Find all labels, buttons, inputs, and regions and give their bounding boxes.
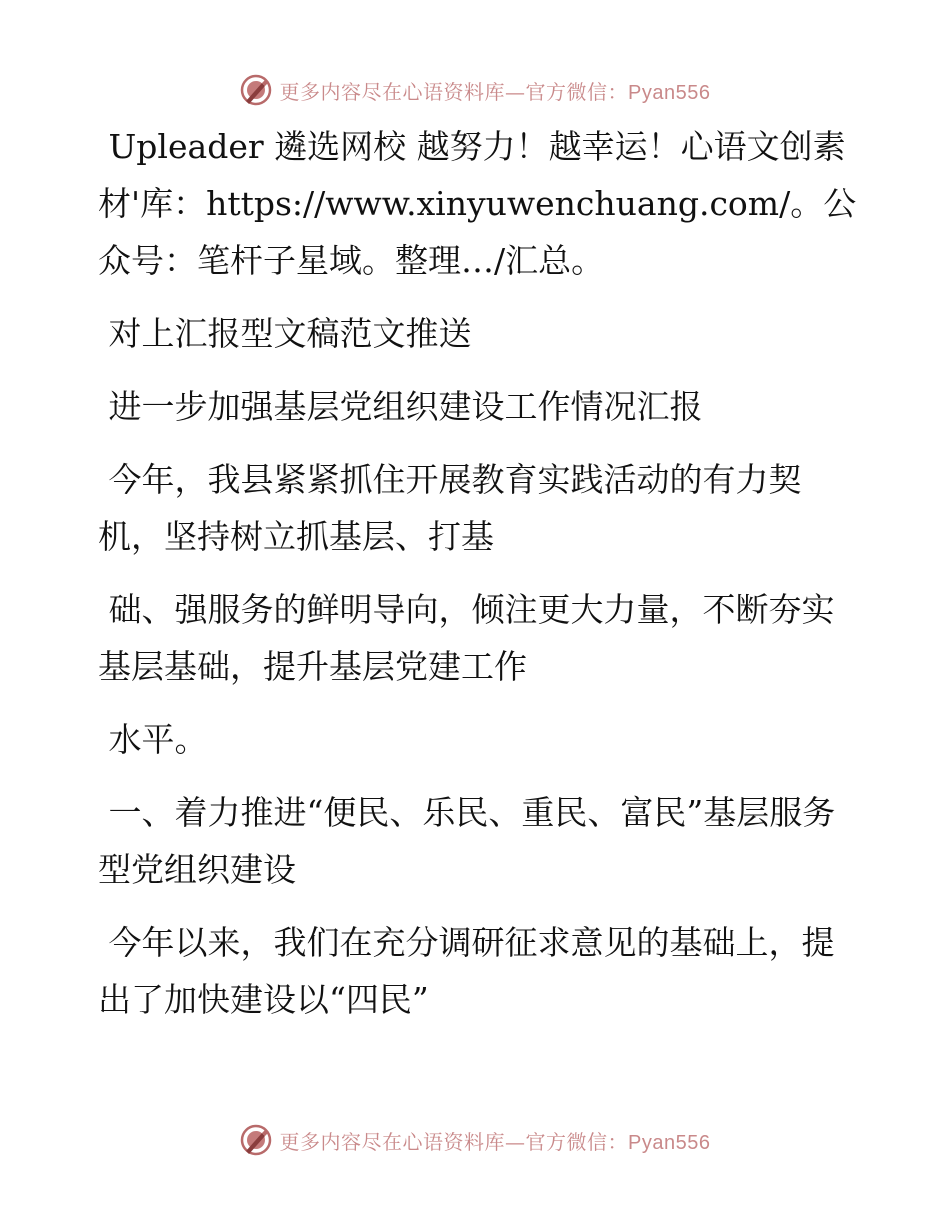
watermark-prefix: 更多内容尽在心语资料库 bbox=[279, 79, 506, 104]
watermark-text bbox=[280, 1126, 711, 1155]
paragraph-section-heading: 一、着力推进“便民、乐民、重民、富民”基层服务型党组织建设 bbox=[98, 793, 836, 889]
watermark-text bbox=[280, 76, 711, 105]
watermark-dash: — bbox=[505, 79, 526, 104]
watermark-dash: — bbox=[505, 1129, 526, 1154]
paragraph-body-2: 础、强服务的鲜明导向，倾注更大力量，不断夯实基层基础，提升基层党建工作 bbox=[98, 590, 835, 686]
watermark-middle: 官方微信： bbox=[525, 1129, 629, 1154]
watermark-id: Pyan556 bbox=[628, 1131, 711, 1154]
paragraph-body-4: 今年以来，我们在充分调研征求意见的基础上，提出了加快建设以“四民” bbox=[98, 923, 835, 1019]
paragraph-title: 进一步加强基层党组织建设工作情况汇报 bbox=[98, 387, 703, 426]
pen-logo-icon bbox=[240, 74, 272, 106]
watermark-middle: 官方微信： bbox=[525, 79, 629, 104]
paragraph-subtitle: 对上汇报型文稿范文推送 bbox=[98, 314, 472, 353]
paragraph-body-3: 水平。 bbox=[98, 720, 208, 759]
watermark-id: Pyan556 bbox=[628, 81, 711, 104]
pen-logo-icon bbox=[240, 1124, 272, 1156]
header-watermark bbox=[0, 70, 950, 110]
footer-watermark bbox=[0, 1120, 950, 1160]
document-body bbox=[98, 118, 858, 1044]
paragraph-body-1: 今年，我县紧紧抓住开展教育实践活动的有力契机，坚持树立抓基层、打基 bbox=[98, 460, 802, 556]
paragraph-intro: Upleader 遴选网校 越努力！越幸运！心语文创素材'库：https://www.xinyuwenchuang.com/。公众号：笔杆子星域。整理…/汇总。 bbox=[98, 127, 857, 280]
watermark-prefix: 更多内容尽在心语资料库 bbox=[279, 1129, 506, 1154]
